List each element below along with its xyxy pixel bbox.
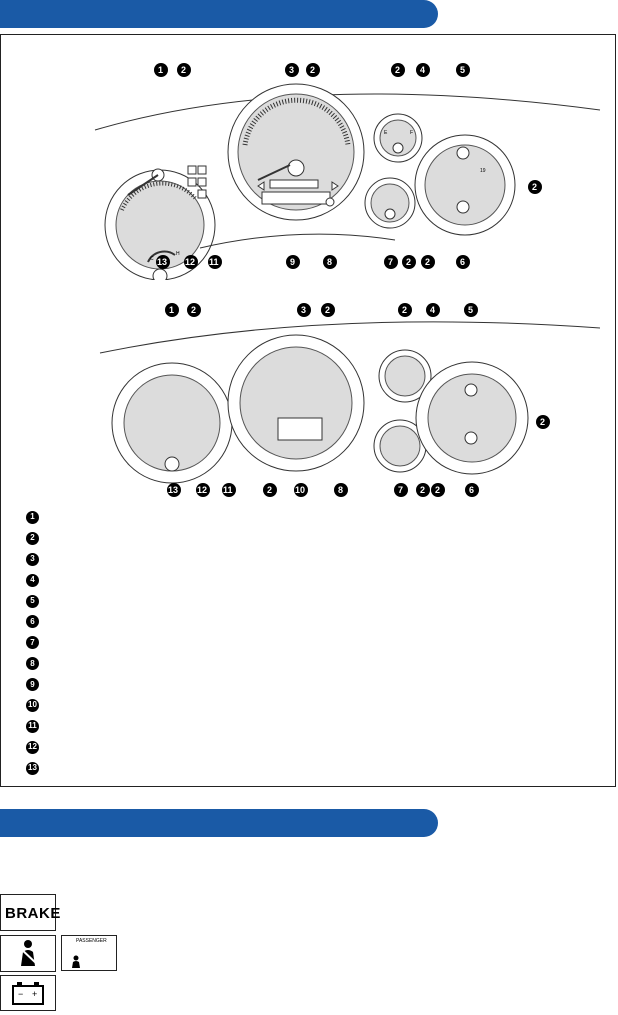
callout-1: 1 — [158, 65, 164, 75]
brake-label: BRAKE — [5, 905, 61, 922]
callout-2a: 2 — [181, 65, 187, 75]
instrument-cluster-diagram-top — [0, 50, 618, 280]
legend-marker-3: 3 — [26, 553, 39, 566]
legend-marker-1: 1 — [26, 511, 39, 524]
passenger-label: PASSENGER — [76, 938, 107, 944]
callout-4b: 4 — [430, 305, 436, 315]
callout-4: 4 — [420, 65, 426, 75]
legend-marker-8: 8 — [26, 657, 39, 670]
callout-8: 8 — [327, 257, 333, 267]
legend-item — [26, 611, 39, 632]
callout-2e: 2 — [425, 257, 431, 267]
callout-2f: 2 — [191, 305, 197, 315]
callout-2g: 2 — [325, 305, 331, 315]
callout-12: 12 — [185, 257, 196, 267]
callout-3b: 3 — [301, 305, 307, 315]
section-header-bar-top — [0, 0, 438, 28]
legend-marker-12: 12 — [26, 741, 39, 754]
callout-13: 13 — [157, 257, 168, 267]
callout-2j: 2 — [420, 485, 426, 495]
callout-5: 5 — [460, 65, 466, 75]
legend-item — [26, 591, 39, 612]
callout-2h: 2 — [402, 305, 408, 315]
battery-warning-icon — [0, 975, 56, 1011]
legend-marker-10: 10 — [26, 699, 39, 712]
callout-2-right: 2 — [532, 182, 538, 192]
legend-marker-4: 4 — [26, 574, 39, 587]
callout-2-right-b: 2 — [540, 417, 546, 427]
battery-minus: − — [18, 989, 24, 999]
passenger-seatbelt-icon — [61, 935, 117, 971]
callout-7: 7 — [388, 257, 394, 267]
instrument-cluster-diagram-bottom — [0, 298, 618, 504]
legend-item — [26, 528, 39, 549]
callout-2c: 2 — [395, 65, 401, 75]
section-header-bar-warning-lights — [0, 809, 438, 837]
fuel-f-label: F — [410, 130, 414, 136]
callout-11: 11 — [209, 257, 219, 267]
tach-h-label: H — [176, 251, 180, 257]
legend-marker-6: 6 — [26, 615, 39, 628]
legend-marker-7: 7 — [26, 636, 39, 649]
legend-item — [26, 716, 39, 737]
legend-marker-11: 11 — [26, 720, 39, 733]
callout-10: 10 — [295, 485, 306, 495]
callout-2k: 2 — [435, 485, 441, 495]
legend-item — [26, 758, 39, 779]
callout-12b: 12 — [197, 485, 208, 495]
battery-plus: + — [32, 989, 38, 999]
legend-item — [26, 549, 39, 570]
odo-19-label: 19 — [480, 168, 486, 174]
callout-11b: 11 — [223, 485, 233, 495]
legend-item — [26, 695, 39, 716]
legend-marker-13: 13 — [26, 762, 39, 775]
legend-item — [26, 737, 39, 758]
legend-item — [26, 570, 39, 591]
legend-list — [26, 507, 39, 779]
legend-item — [26, 653, 39, 674]
callout-1b: 1 — [169, 305, 175, 315]
callout-5b: 5 — [468, 305, 474, 315]
callout-2d: 2 — [406, 257, 412, 267]
legend-marker-5: 5 — [26, 595, 39, 608]
brake-warning-icon — [0, 894, 61, 931]
odometer-display — [262, 192, 330, 204]
legend-marker-9: 9 — [26, 678, 39, 691]
callout-8b: 8 — [338, 485, 344, 495]
callout-13b: 13 — [168, 485, 179, 495]
seatbelt-warning-icon — [0, 935, 56, 972]
callout-6b: 6 — [469, 485, 475, 495]
legend-item — [26, 507, 39, 528]
callout-2i: 2 — [267, 485, 273, 495]
callout-3: 3 — [289, 65, 295, 75]
callout-7b: 7 — [398, 485, 404, 495]
callout-9: 9 — [290, 257, 296, 267]
legend-item — [26, 632, 39, 653]
legend-marker-2: 2 — [26, 532, 39, 545]
callout-2b: 2 — [310, 65, 316, 75]
callout-6: 6 — [460, 257, 466, 267]
fuel-e-label: E — [384, 130, 388, 136]
legend-item — [26, 674, 39, 695]
tach-c-label: C — [150, 256, 154, 262]
